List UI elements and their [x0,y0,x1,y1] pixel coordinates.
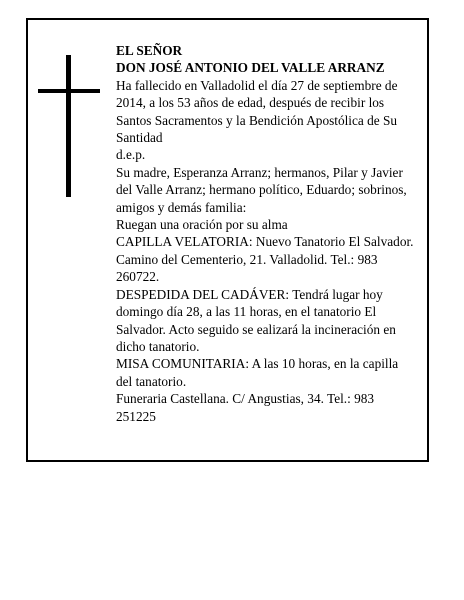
heading-title: EL SEÑOR [116,43,183,58]
cross-icon [38,55,103,200]
funeral-home-info: Funeraria Castellana. C/ Angustias, 34. Tel.: 983 251225 [116,391,375,424]
obituary-notice [26,18,429,462]
notice-text [116,42,416,425]
deceased-name: DON JOSÉ ANTONIO DEL VALLE ARRANZ [116,60,385,76]
cross-vertical-bar [66,55,71,197]
cross-horizontal-bar [38,89,100,93]
family-text: Su madre, Esperanza Arranz; hermanos, Pilar y Javier del Valle Arranz; hermano político, Eduardo; sobrinos, amigos y demás familia: [116,164,407,215]
death-info: Ha fallecido en Valladolid el día 27 de septiembre de 2014, a los 53 años de edad, después de recibir los Santos Sacramentos y la Bendición Apostólica de Su Santidad [116,77,398,146]
farewell-info: DESPEDIDA DEL CADÁVER: Tendrá lugar hoy domingo día 28, a las 11 horas, en el tanatorio El Salvador. Acto seguido se ealizará la incineración en dicho tanatorio. [116,286,396,354]
mass-info: MISA COMUNITARIA: A las 10 horas, en la capilla del tanatorio. [116,356,399,389]
prayer-request: Ruegan una oración por su alma [116,217,288,233]
wake-info: CAPILLA VELATORIA: Nuevo Tanatorio El Salvador. Camino del Cementerio, 21. Valladolid. Tel.: 983 260722. [116,234,414,285]
rip-text: d.e.p. [116,147,146,163]
